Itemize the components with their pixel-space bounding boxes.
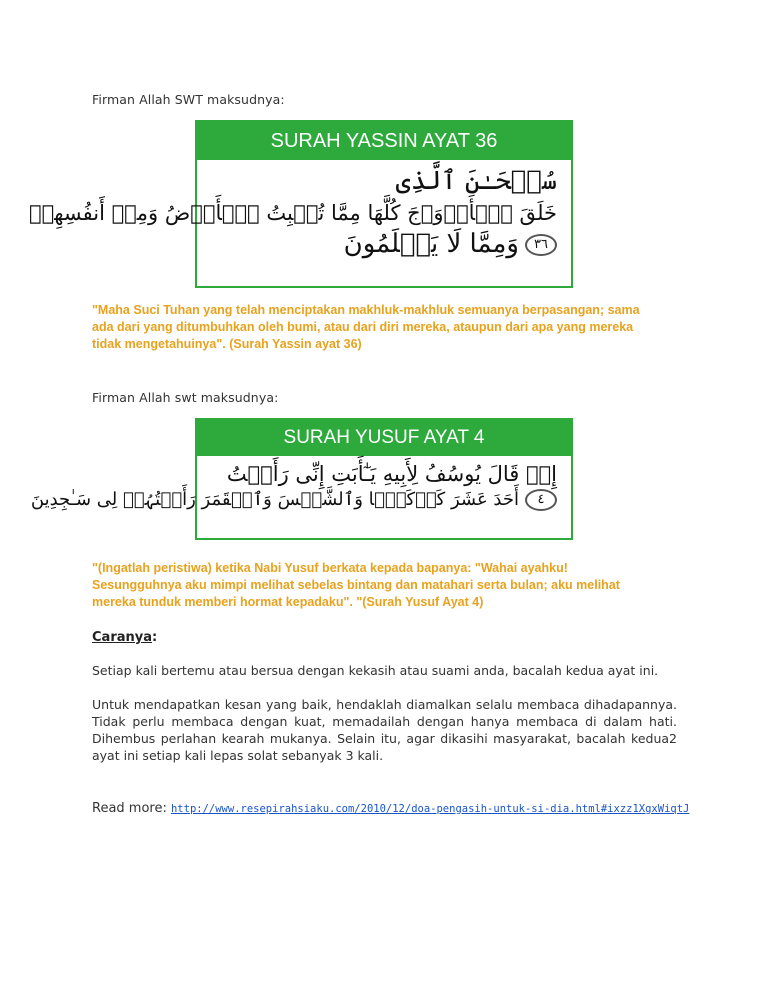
verse-title-yassin: SURAH YASSIN AYAT 36 (197, 122, 571, 160)
read-more-label: Read more: (92, 801, 171, 816)
verse-image-yassin (28, 120, 573, 288)
translation-yassin: "Maha Suci Tuhan yang telah menciptakan makhluk-makhluk semuanya berpasangan; sama ada dari yang ditumbuhkan oleh bumi, atau dari diri mereka, ataupun dari apa yang mereka tidak mengetahuinya". (Surah Yassin ayat 36) (92, 303, 640, 351)
intro-text-1: Firman Allah SWT maksudnya: (92, 92, 285, 107)
verse-line (30, 488, 557, 512)
verse-line: سُبۡحَـٰنَ ٱلَّذِى (395, 166, 557, 196)
paragraph-1: Setiap kali bertemu atau bersua dengan kekasih atau suami anda, bacalah kedua ayat ini. (92, 663, 659, 678)
verse-line (211, 227, 557, 262)
verse-image-yusuf (30, 418, 573, 540)
verse-line: خَلَقَ ٱلۡأَزۡوَٲجَ كُلَّهَا مِمَّا تُنۢبِتُ ٱلۡأَرۡضُ وَمِنۡ أَنفُسِهِمۡ (28, 201, 557, 226)
verse-arabic-yassin (28, 160, 571, 263)
verse-title-yusuf: SURAH YUSUF AYAT 4 (197, 420, 571, 456)
verse-line: إِذۡ قَالَ يُوسُفُ لِأَبِيهِ يَـٰٓأَبَتِ إِنِّى رَأَيۡتُ (226, 462, 557, 486)
verse-line-text: أَحَدَ عَشَرَ كَوۡكَبً۬ا وَٱلشَّمۡسَ وَٱلۡقَمَرَ رَأَيۡتُہُمۡ لِى سَـٰجِدِينَ (30, 489, 519, 511)
caranya-heading (92, 630, 157, 645)
caranya-colon: : (152, 630, 158, 645)
ayah-number-mark: ٤ (525, 489, 557, 511)
read-more (92, 801, 689, 816)
ayah-number-mark: ٣٦ (525, 234, 557, 256)
verse-arabic-yusuf (30, 456, 571, 513)
paragraph-2: Untuk mendapatkan kesan yang baik, hendaklah diamalkan selalu membaca dihadapannya. Tidak perlu membaca dengan kuat, memadailah dengan hanya membaca di dalam hati. Dihembus perlahan kearah mukanya. Selain itu, agar dikasihi masyarakat, bacalah kedua2 ayat ini setiap kali lepas solat sebanyak 3 kali. (92, 697, 677, 763)
intro-text-2: Firman Allah swt maksudnya: (92, 390, 279, 405)
caranya-label: Caranya (92, 630, 152, 645)
read-more-link[interactable]: http://www.resepirahsiaku.com/2010/12/doa-pengasih-untuk-si-dia.html#ixzz1XgxWiqtJ (170, 803, 690, 815)
translation-yusuf: "(Ingatlah peristiwa) ketika Nabi Yusuf berkata kepada bapanya: "Wahai ayahku! Sesungguhnya aku mimpi melihat sebelas bintang dan matahari serta bulan; aku melihat mereka tunduk memberi hormat kepadaku". "(Surah Yusuf Ayat 4) (92, 561, 620, 609)
verse-line-text: وَمِمَّا لَا يَعۡلَمُونَ (343, 229, 519, 260)
